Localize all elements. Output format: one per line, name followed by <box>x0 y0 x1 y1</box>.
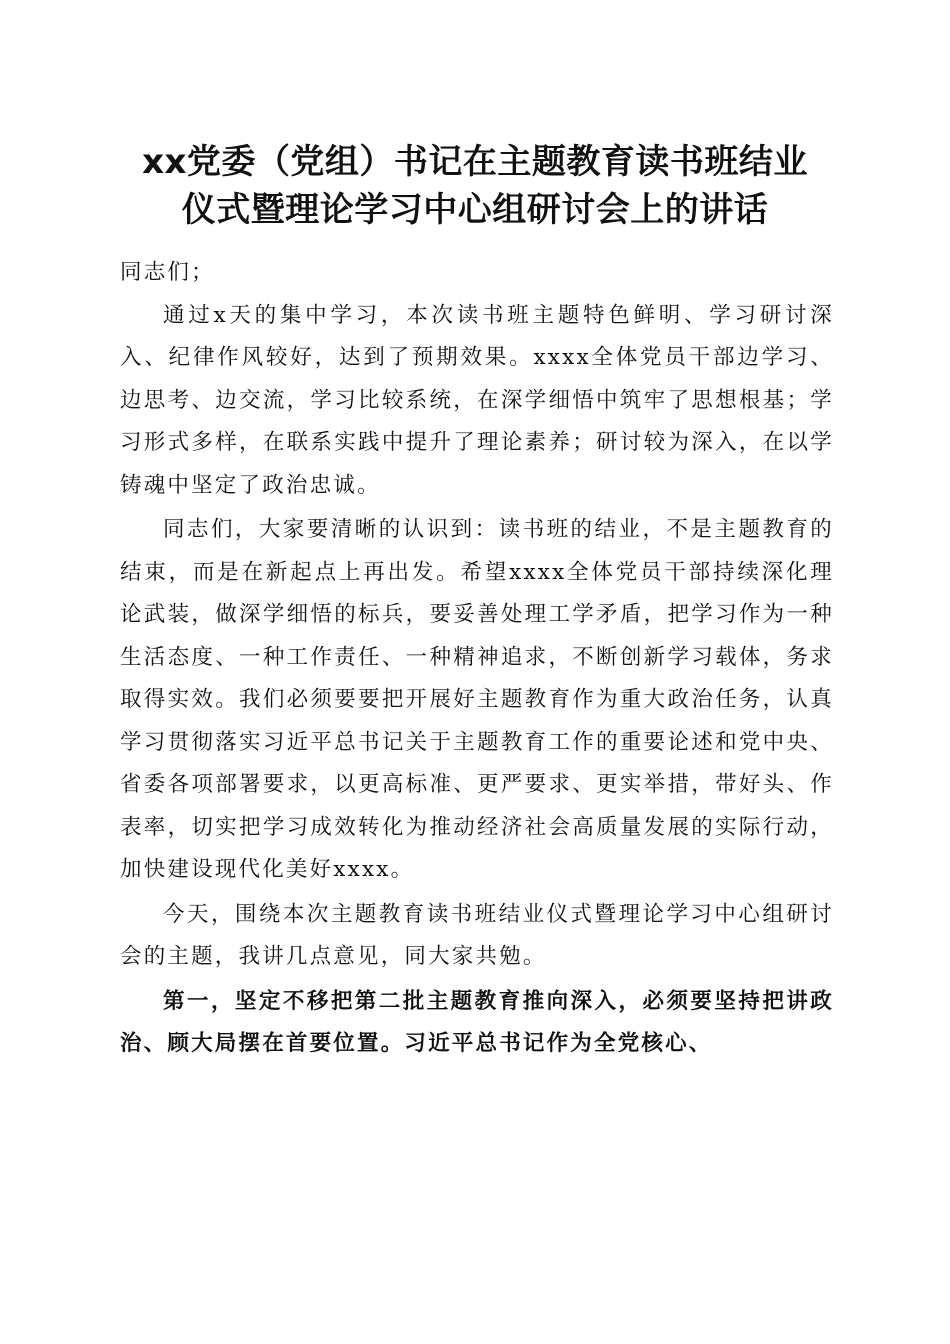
document-title <box>60 138 890 234</box>
paragraph-3: 今天，围绕本次主题教育读书班结业仪式暨理论学习中心组研讨会的主题，我讲几点意见，同大家共勉。 <box>120 901 834 969</box>
paragraph-4: 第一，坚定不移把第二批主题教育推向深入，必须要坚持把讲政治、顾大局摆在首要位置。习近平总书记作为全党核心、 <box>120 988 834 1056</box>
document-body <box>120 252 834 1068</box>
title-line-1: xx党委（党组）书记在主题教育读书班结业 <box>142 142 808 182</box>
paragraph-2: 同志们，大家要清晰的认识到：读书班的结业，不是主题教育的结束，而是在新起点上再出发。希望xxxx全体党员干部持续深化理论武装，做深学细悟的标兵，要妥善处理工学矛盾，把学习作为一种生活态度、一种工作责任、一种精神追求，不断创新学习载体，务求取得实效。我们必须要要把开展好主题教育作为重大政治任务，认真学习贯彻落实习近平总书记关于主题教育工作的重要论述和党中央、省委各项部署要求，以更高标准、更严要求、更实举措，带好头、作表率，切实把学习成效转化为推动经济社会高质量发展的实际行动，加快建设现代化美好xxxx。 <box>120 517 834 882</box>
paragraph-1: 通过x天的集中学习，本次读书班主题特色鲜明、学习研讨深入、纪律作风较好，达到了预期效果。xxxx全体党员干部边学习、边思考、边交流，学习比较系统，在深学细悟中筑牢了思想根基；学习形式多样，在联系实践中提升了理论素养；研讨较为深入，在以学铸魂中坚定了政治忠诚。 <box>120 302 834 498</box>
salutation: 同志们； <box>120 260 215 285</box>
title-line-2: 仪式暨理论学习中心组研讨会上的讲话 <box>181 190 769 230</box>
